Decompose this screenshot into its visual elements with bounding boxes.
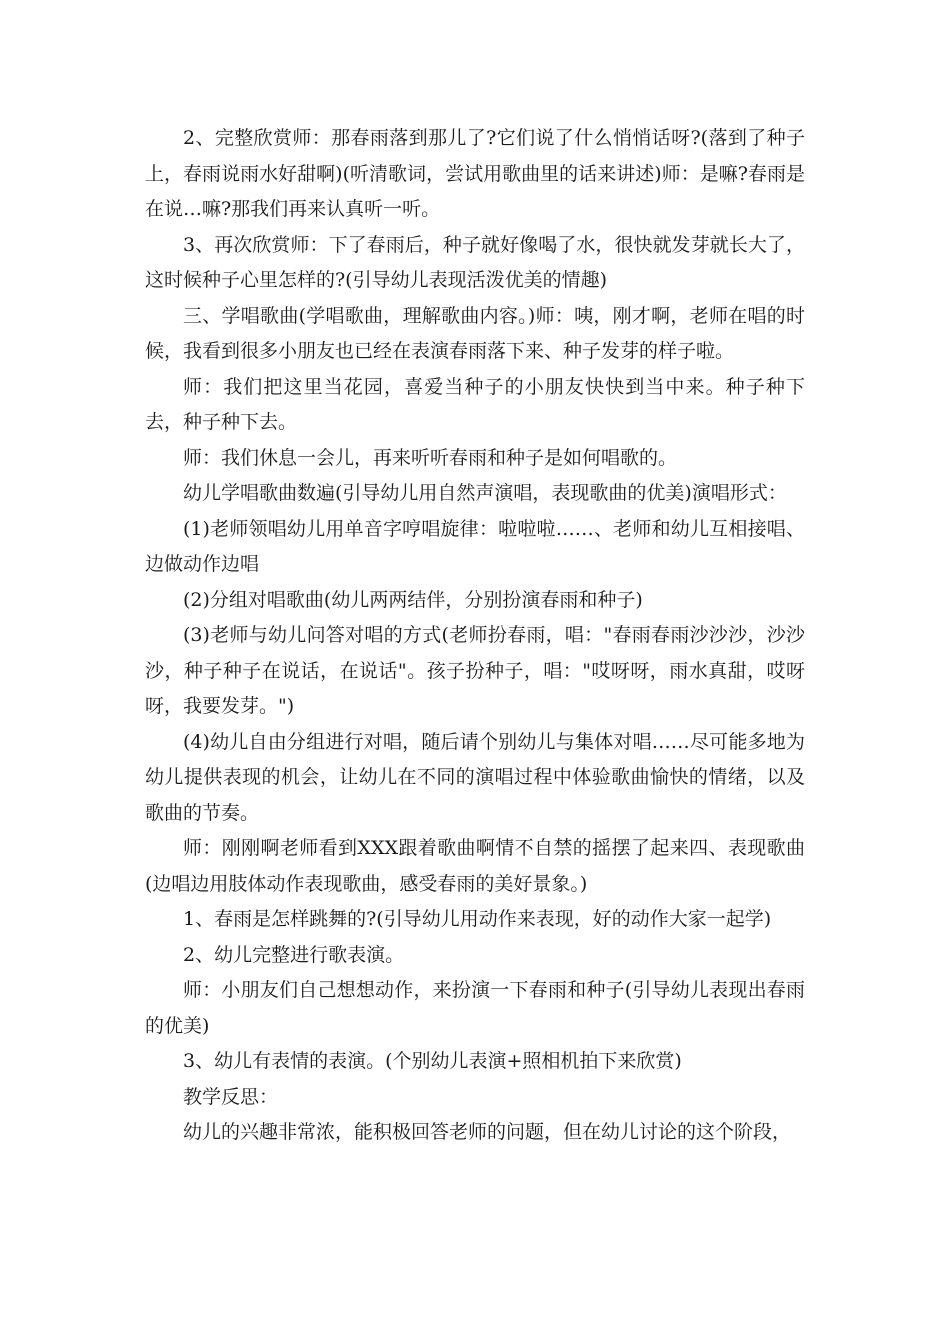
paragraph-3: 三、学唱歌曲(学唱歌曲，理解歌曲内容。)师：咦，刚才啊，老师在唱的时候，我看到很多小朋友也已经在表演春雨落下来、种子发芽的样子啦。: [145, 304, 805, 362]
paragraph-13: 2、幼儿完整进行歌表演。: [183, 943, 405, 966]
paragraph-10: (4)幼儿自由分组进行对唱，随后请个别幼儿与集体对唱……尽可能多地为幼儿提供表现的机会，让幼儿在不同的演唱过程中体验歌曲愉快的情绪，以及歌曲的节奏。: [145, 730, 805, 824]
paragraph-5: 师：我们休息一会儿，再来听听春雨和种子是如何唱歌的。: [183, 446, 678, 469]
paragraph-11: 师：刚刚啊老师看到XXX跟着歌曲啊情不自禁的摇摆了起来四、表现歌曲(边唱边用肢体动作表现歌曲，感受春雨的美好景象。): [145, 837, 805, 895]
paragraph-9: (3)老师与幼儿问答对唱的方式(老师扮春雨，唱："春雨春雨沙沙沙，沙沙沙，种子种子在说话，在说话"。孩子扮种子，唱："哎呀呀，雨水真甜，哎呀呀，我要发芽。"): [145, 624, 805, 717]
paragraph-14: 师：小朋友们自己想想动作，来扮演一下春雨和种子(引导幼儿表现出春雨的优美): [145, 979, 805, 1037]
paragraph-17: 幼儿的兴趣非常浓，能积极回答老师的问题，但在幼儿讨论的这个阶段，: [183, 1121, 792, 1143]
paragraph-15: 3、幼儿有表情的表演。(个别幼儿表演+照相机拍下来欣赏): [183, 1050, 682, 1072]
paragraph-8: (2)分组对唱歌曲(幼儿两两结伴，分别扮演春雨和种子): [183, 588, 643, 611]
paragraph-6: 幼儿学唱歌曲数遍(引导幼儿用自然声演唱，表现歌曲的优美)演唱形式：: [183, 482, 787, 504]
paragraph-1: 2、完整欣赏师：那春雨落到那儿了?它们说了什么悄悄话呀?(落到了种子上，春雨说雨水好甜啊)(听清歌词，尝试用歌曲里的话来讲述)师：是嘛?春雨是在说…嘛?那我们再来认真听一听。: [145, 127, 805, 220]
paragraph-16: 教学反思：: [183, 1085, 279, 1108]
paragraph-12: 1、春雨是怎样跳舞的?(引导幼儿用动作来表现，好的动作大家一起学): [183, 908, 772, 930]
paragraph-2: 3、再次欣赏师：下了春雨后，种子就好像喝了水，很快就发芽就长大了，这时候种子心里怎样的?(引导幼儿表现活泼优美的情趣): [145, 233, 805, 291]
paragraph-4: 师：我们把这里当花园，喜爱当种子的小朋友快快到当中来。种子种下去，种子种下去。: [145, 375, 805, 433]
paragraph-7: (1)老师领唱幼儿用单音字哼唱旋律：啦啦啦……、老师和幼儿互相接唱、边做动作边唱: [145, 517, 805, 575]
document-body: [145, 121, 805, 1151]
